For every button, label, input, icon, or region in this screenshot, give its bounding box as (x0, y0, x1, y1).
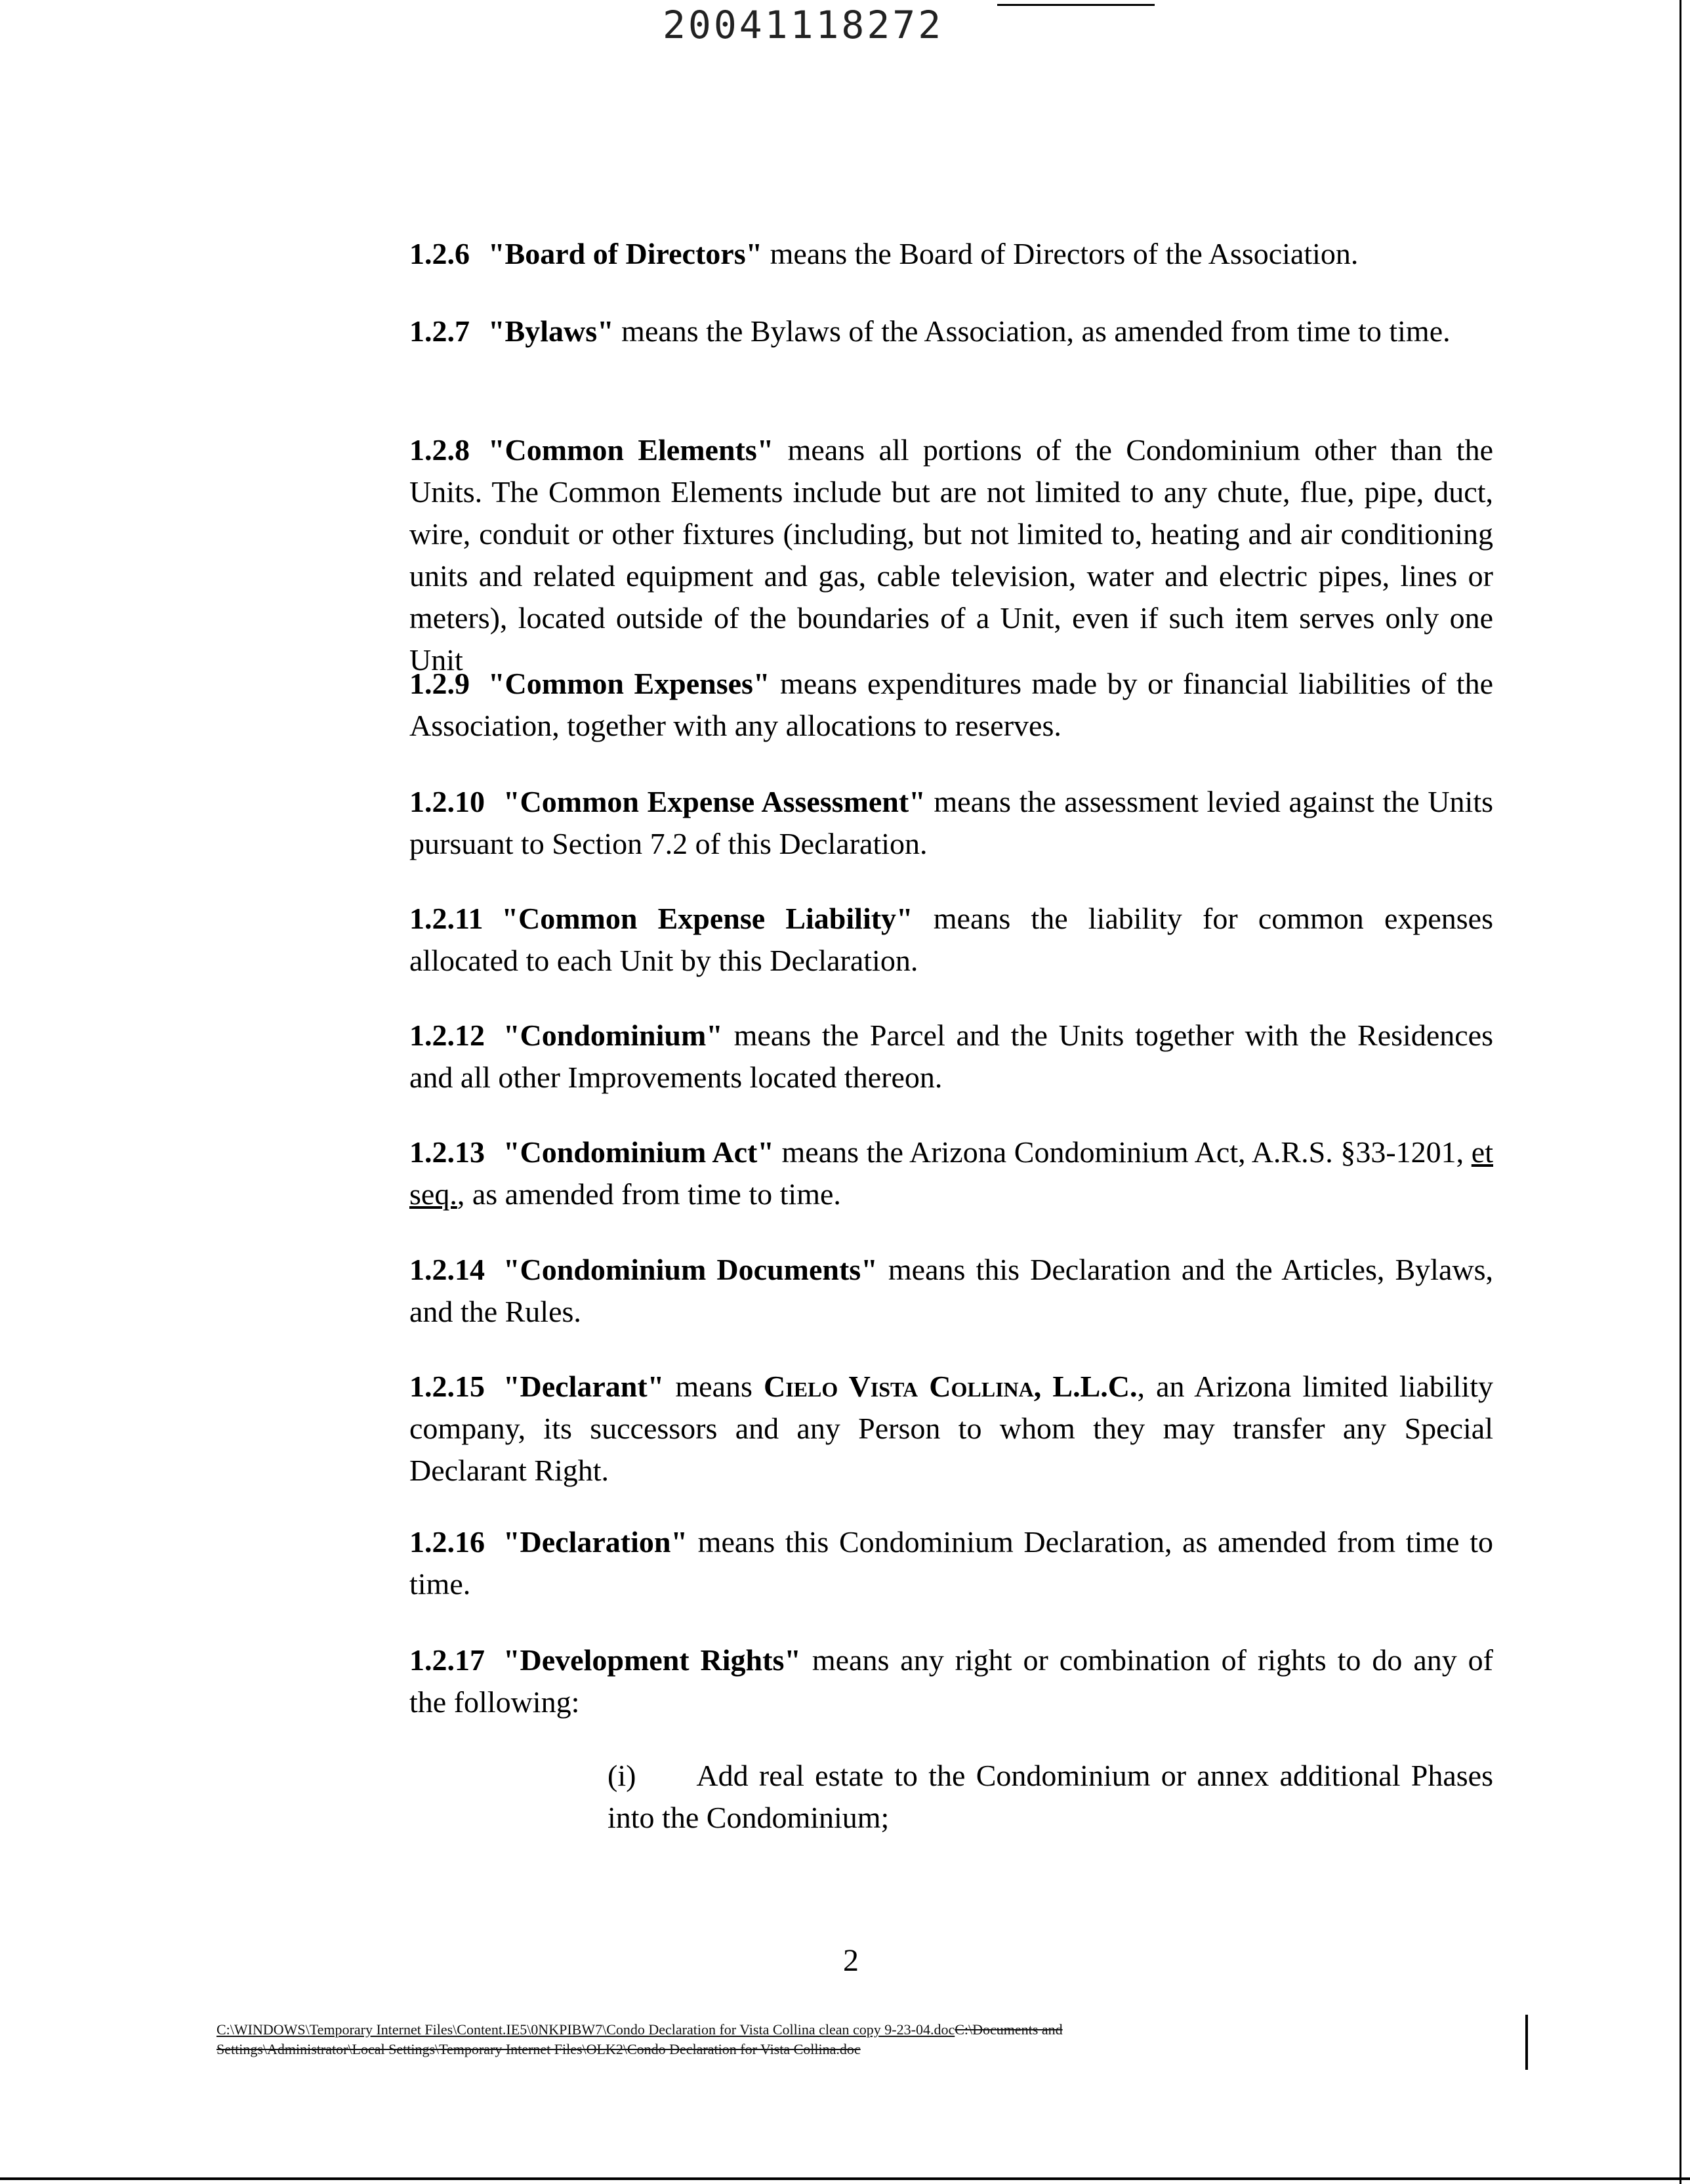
section-number: 1.2.12 (409, 1018, 485, 1052)
defined-term: "Condominium Act" (503, 1135, 774, 1169)
definition-text: means all portions of the Condominium other than the Units. The Common Elements include but are not limited to any chute, flue, pipe, duct, wire, conduit or other fixtures (including, but not limited to, heating and air conditioning units and related equipment and gas, cable television, water and electric pipes, lines or meters), located outside of the boundaries of a Unit, even if such item serves only one Unit (409, 433, 1493, 677)
section-number: 1.2.13 (409, 1135, 485, 1169)
definition-text-end: , an Arizona limited liability company, its successors and any Person to whom they may transfer any Special Declarant Right. (409, 1370, 1493, 1487)
section-1-2-6 (207, 233, 1493, 275)
defined-term: "Condominium Documents" (503, 1253, 878, 1286)
definition-text: means (664, 1370, 764, 1403)
definition-text: means this Condominium Declaration, as amended from time to time. (409, 1525, 1493, 1601)
section-number: 1.2.16 (409, 1525, 485, 1559)
file-path-footer (216, 2020, 1332, 2059)
scan-edge-bottom (0, 2177, 1690, 2180)
section-1-2-9 (207, 663, 1493, 747)
section-1-2-14 (207, 1249, 1493, 1333)
section-number: 1.2.7 (409, 314, 470, 348)
definition-text: means the Parcel and the Units together with the Residences and all other Improvements located thereon. (409, 1018, 1493, 1094)
section-number: 1.2.8 (409, 433, 470, 467)
item-text: Add real estate to the Condominium or annex additional Phases into the Condominium; (608, 1759, 1493, 1834)
top-rule (997, 4, 1155, 6)
deleted-file-path-start: C:\Documents and (955, 2021, 1063, 2038)
definition-text: means expenditures made by or financial liabilities of the Association, together with any allocations to reserves. (409, 667, 1494, 742)
definition-text: means the Bylaws of the Association, as amended from time to time. (613, 314, 1451, 348)
list-item-i (207, 1755, 1493, 1839)
definition-text: means the Board of Directors of the Association. (762, 237, 1359, 270)
et-seq-text: et seq. (409, 1135, 1493, 1211)
page-number: 2 (843, 1943, 859, 1978)
definition-text: means any right or combination of rights to do any of the following: (409, 1643, 1494, 1719)
defined-term: "Common Elements" (488, 433, 774, 467)
recording-number: 20041118272 (663, 3, 944, 47)
definition-text-end: , as amended from time to time. (457, 1177, 841, 1211)
declarant-name: Cielo Vista Collina, L.L.C. (764, 1370, 1138, 1403)
defined-term: "Development Rights" (503, 1643, 801, 1677)
section-number: 1.2.17 (409, 1643, 485, 1677)
defined-term: "Common Expense Liability" (501, 902, 913, 935)
section-number: 1.2.6 (409, 237, 470, 270)
current-file-path: C:\WINDOWS\Temporary Internet Files\Content.IE5\0NKPIBW7\Condo Declaration for Vista Collina clean copy 9-23-04.doc (216, 2021, 955, 2038)
change-bar (1525, 2015, 1528, 2070)
definition-text: means this Declaration and the Articles, Bylaws, and the Rules. (409, 1253, 1493, 1328)
section-1-2-16 (207, 1521, 1493, 1605)
section-1-2-10 (207, 781, 1493, 865)
scan-edge-right (1680, 0, 1681, 2184)
section-number: 1.2.10 (409, 785, 485, 818)
section-1-2-7 (207, 310, 1493, 352)
defined-term: "Bylaws" (488, 314, 614, 348)
defined-term: "Declaration" (503, 1525, 688, 1559)
section-number: 1.2.15 (409, 1370, 485, 1403)
section-1-2-17 (207, 1639, 1493, 1723)
definition-text: means the assessment levied against the Units pursuant to Section 7.2 of this Declaration. (409, 785, 1493, 860)
section-1-2-15 (207, 1366, 1493, 1492)
section-1-2-8 (207, 429, 1493, 681)
defined-term: "Declarant" (503, 1370, 665, 1403)
deleted-file-path-end: Settings\Administrator\Local Settings\Temporary Internet Files\OLK2\Condo Declaration for Vista Collina.doc (216, 2041, 861, 2057)
item-label: (i) (608, 1759, 636, 1792)
section-number: 1.2.9 (409, 667, 470, 700)
section-1-2-11 (207, 898, 1493, 982)
defined-term: "Condominium" (503, 1018, 723, 1052)
section-number: 1.2.11 (409, 902, 484, 935)
section-number: 1.2.14 (409, 1253, 485, 1286)
defined-term: "Common Expenses" (488, 667, 770, 700)
defined-term: "Board of Directors" (488, 237, 763, 270)
section-1-2-12 (207, 1015, 1493, 1099)
defined-term: "Common Expense Assessment" (503, 785, 926, 818)
definition-text: means the liability for common expenses allocated to each Unit by this Declaration. (409, 902, 1493, 977)
definition-text: means the Arizona Condominium Act, A.R.S. §33-1201, (773, 1135, 1472, 1169)
section-1-2-13 (207, 1131, 1493, 1215)
